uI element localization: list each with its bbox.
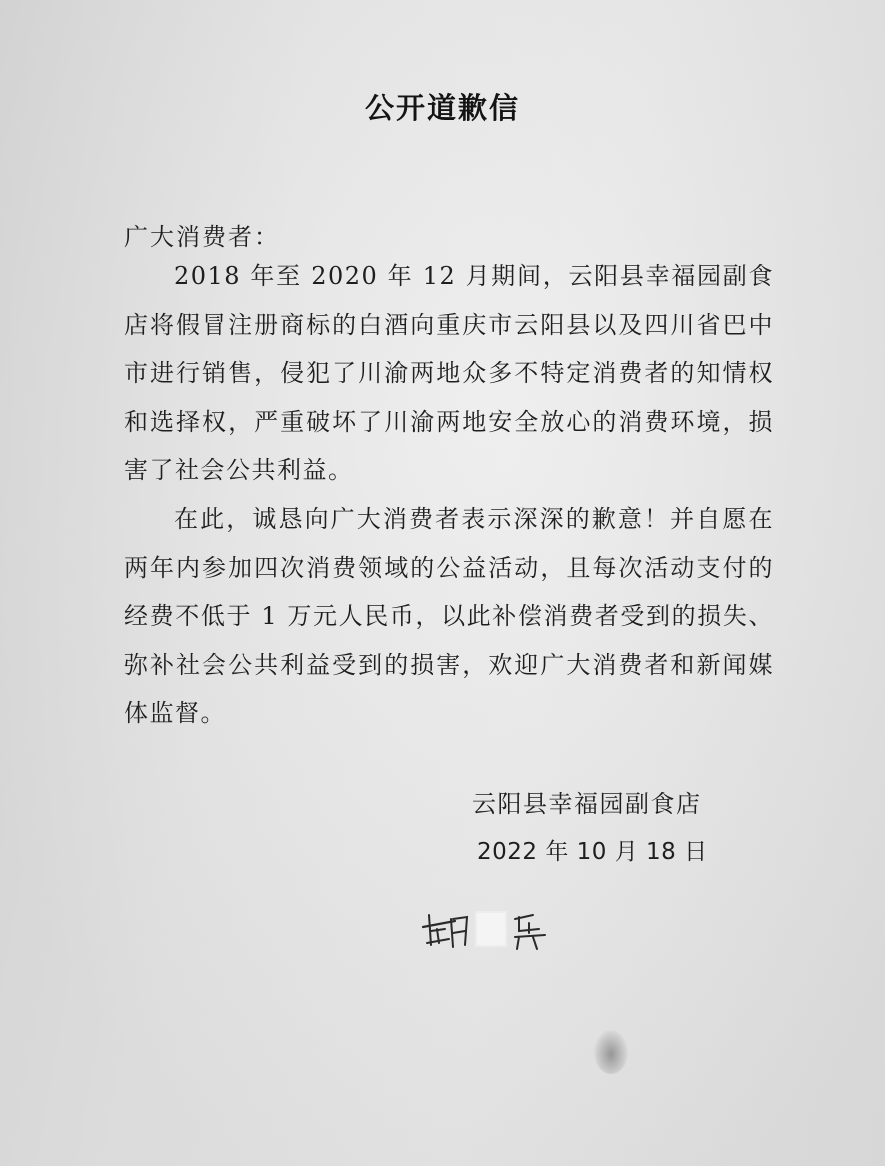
signature-org: 云阳县幸福园副食店	[472, 790, 702, 818]
paragraph-2: 在此，诚恳向广大消费者表示深深的歉意！并自愿在两年内参加四次消费领域的公益活动，且每次活动支付的经费不低于 1 万元人民币，以此补偿消费者受到的损失、弥补社会公共利益受到的损害，欢迎广大消费者和新闻媒体监督。	[124, 505, 774, 727]
paragraph-1: 2018 年至 2020 年 12 月期间，云阳县幸福园副食店将假冒注册商标的白酒向重庆市云阳县以及四川省巴中市进行销售，侵犯了川渝两地众多不特定消费者的知情权和选择权，严重破坏了川渝两地安全放心的消费环境，损害了社会公共利益。	[124, 262, 774, 484]
handwritten-signature	[415, 905, 555, 955]
ink-stain	[594, 1030, 628, 1074]
letter-date: 2022 年 10 月 18 日	[477, 839, 708, 865]
salutation: 广大消费者：	[124, 223, 280, 251]
signature-block	[472, 780, 708, 876]
letter-title: 公开道歉信	[364, 91, 520, 125]
